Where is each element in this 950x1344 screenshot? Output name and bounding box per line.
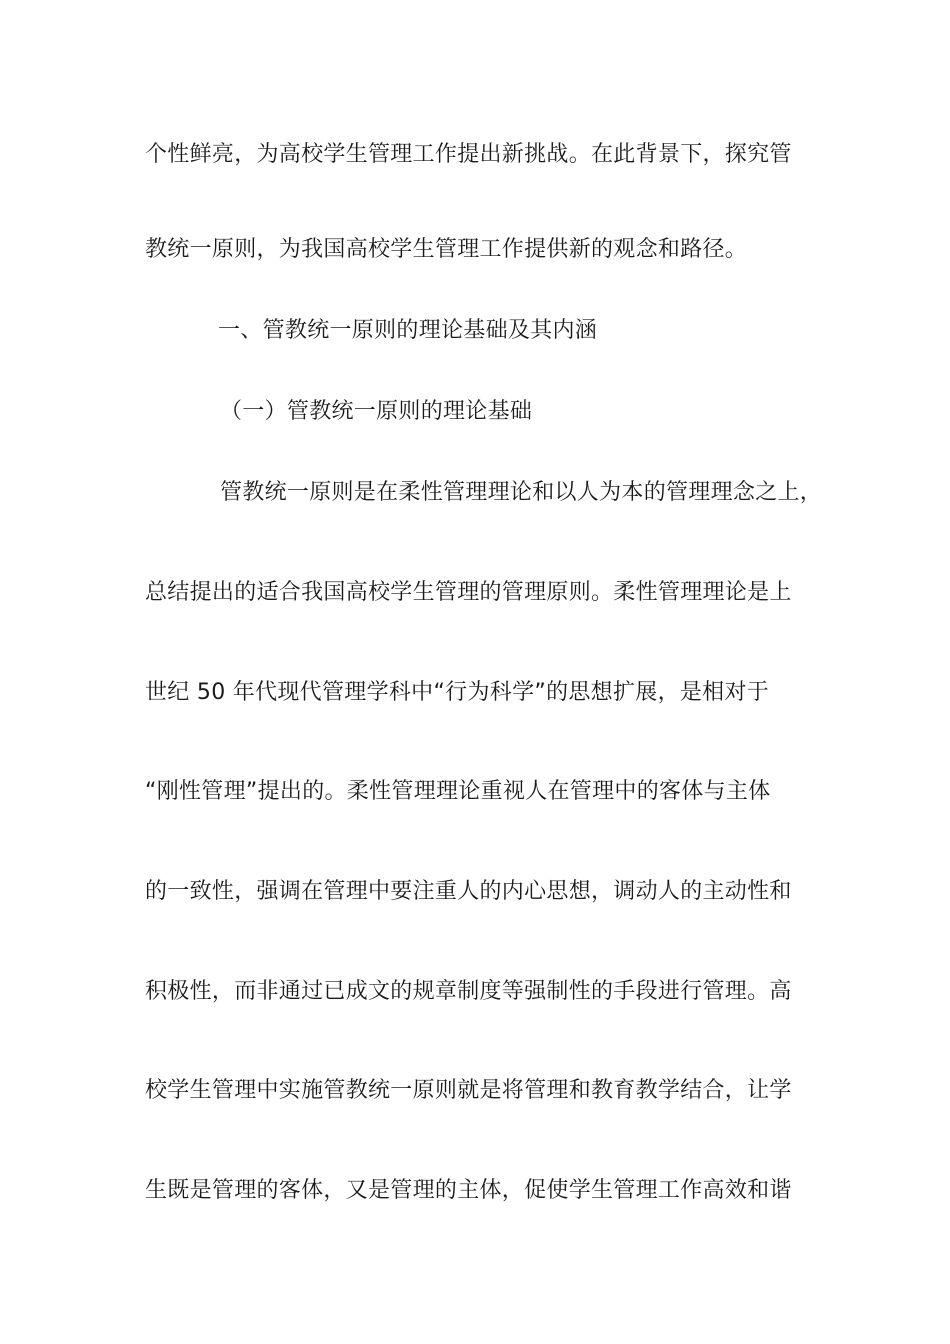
paragraph-line: 生既是管理的客体，又是管理的主体，促使学生管理工作高效和谐: [145, 1178, 792, 1203]
paragraph-line: “刚性管理”提出的。柔性管理理论重视人在管理中的客体与主体: [145, 779, 771, 804]
paragraph-line: 个性鲜亮，为高校学生管理工作提出新挑战。在此背景下，探究管: [145, 142, 792, 167]
paragraph-line: 总结提出的适合我国高校学生管理的管理原则。柔性管理理论是上: [145, 580, 792, 605]
paragraph-line: 管教统一原则是在柔性管理理论和以人为本的管理理念之上，: [220, 480, 823, 505]
paragraph-line: 教统一原则，为我国高校学生管理工作提供新的观念和路径。: [145, 237, 748, 262]
paragraph-line: 世纪 50 年代现代管理学科中“行为科学”的思想扩展，是相对于: [145, 680, 770, 705]
paragraph-line: 的一致性，强调在管理中要注重人的内心思想，调动人的主动性和: [145, 879, 792, 904]
section-heading: 一、管教统一原则的理论基础及其内涵: [218, 318, 598, 343]
paragraph-line: 积极性，而非通过已成文的规章制度等强制性的手段进行管理。高: [145, 979, 792, 1004]
subsection-heading: （一）管教统一原则的理论基础: [220, 399, 533, 424]
paragraph-line: 校学生管理中实施管教统一原则就是将管理和教育教学结合，让学: [145, 1078, 792, 1103]
